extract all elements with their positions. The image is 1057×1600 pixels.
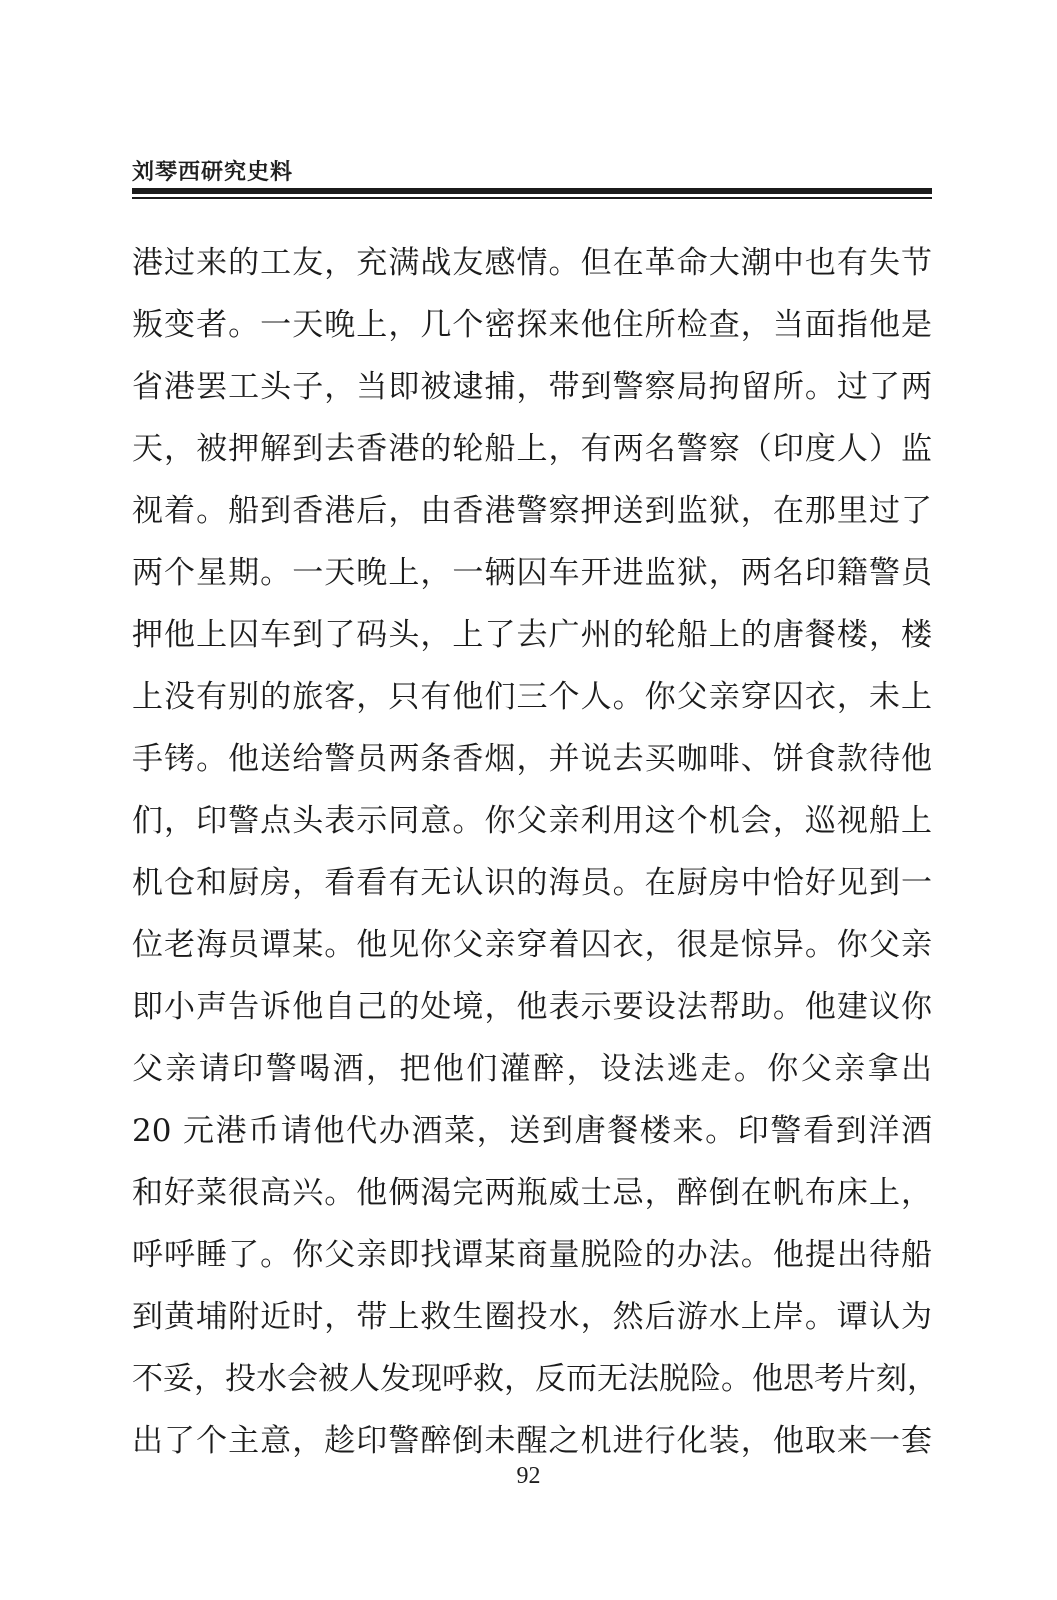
text-line: 视着。船到香港后，由香港警察押送到监狱，在那里过了 [132,493,932,529]
text-line: 20 元港币请他代办酒菜，送到唐餐楼来。印警看到洋酒 [132,1113,932,1149]
text-line: 机仓和厨房，看看有无认识的海员。在厨房中恰好见到一 [132,865,932,901]
text-line: 省港罢工头子，当即被逮捕，带到警察局拘留所。过了两 [132,369,932,405]
text-line: 天，被押解到去香港的轮船上，有两名警察（印度人）监 [132,431,932,467]
text-line: 港过来的工友，充满战友感情。但在革命大潮中也有失节 [132,245,932,281]
text-line: 位老海员谭某。他见你父亲穿着囚衣，很是惊异。你父亲 [132,927,932,963]
text-line: 不妥，投水会被人发现呼救，反而无法脱险。他思考片刻， [132,1361,938,1397]
text-line: 出了个主意，趁印警醉倒未醒之机进行化装，他取来一套 [132,1423,932,1459]
text-line: 叛变者。一天晚上，几个密探来他住所检查，当面指他是 [132,307,932,343]
text-line: 和好菜很高兴。他俩渴完两瓶威士忌，醉倒在帆布床上， [132,1175,932,1211]
page-number: 92 [516,1463,541,1489]
text-line: 押他上囚车到了码头，上了去广州的轮船上的唐餐楼，楼 [132,617,932,653]
header-rule-thick [132,188,932,194]
text-line: 即小声告诉他自己的处境，他表示要设法帮助。他建议你 [132,989,932,1025]
body-text [132,232,938,1472]
text-line: 两个星期。一天晚上，一辆囚车开进监狱，两名印籍警员 [132,555,932,591]
text-line: 父亲请印警喝酒，把他们灌醉，设法逃走。你父亲拿出 [132,1051,932,1087]
text-line: 手铐。他送给警员两条香烟，并说去买咖啡、饼食款待他 [132,741,932,777]
running-head-title: 刘琴西研究史料 [132,160,294,185]
text-line: 们，印警点头表示同意。你父亲利用这个机会，巡视船上 [132,803,932,839]
text-line: 呼呼睡了。你父亲即找谭某商量脱险的办法。他提出待船 [132,1237,932,1273]
text-line: 上没有别的旅客，只有他们三个人。你父亲穿囚衣，未上 [132,679,932,715]
header-rule-thin [132,197,932,199]
text-line: 到黄埔附近时，带上救生圈投水，然后游水上岸。谭认为 [132,1299,932,1335]
